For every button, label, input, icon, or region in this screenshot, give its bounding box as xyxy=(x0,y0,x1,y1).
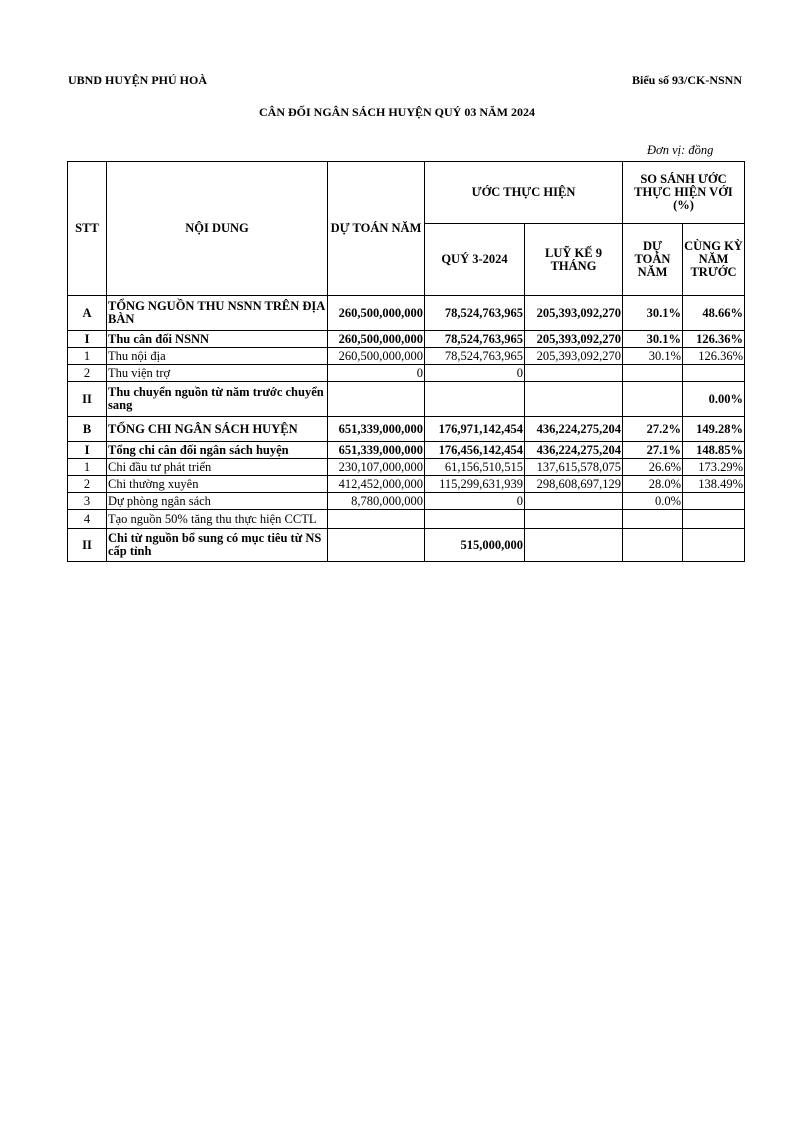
cell-content: Tạo nguồn 50% tăng thu thực hiện CCTL xyxy=(107,510,328,529)
cell-stt: B xyxy=(68,417,107,442)
cell-cumulative: 205,393,092,270 xyxy=(525,296,623,331)
cell-plan: 0 xyxy=(328,365,425,382)
header-plan: DỰ TOÁN NĂM xyxy=(328,162,425,296)
cell-cumulative: 436,224,275,204 xyxy=(525,442,623,459)
cell-plan: 230,107,000,000 xyxy=(328,459,425,476)
cell-stt: II xyxy=(68,382,107,417)
cell-vs-prev: 48.66% xyxy=(683,296,745,331)
cell-stt: A xyxy=(68,296,107,331)
cell-vs-plan: 27.1% xyxy=(623,442,683,459)
cell-vs-plan xyxy=(623,529,683,562)
cell-vs-plan: 26.6% xyxy=(623,459,683,476)
cell-vs-plan xyxy=(623,382,683,417)
cell-stt: 1 xyxy=(68,459,107,476)
page-title: CÂN ĐỐI NGÂN SÁCH HUYỆN QUÝ 03 NĂM 2024 xyxy=(259,105,535,119)
cell-stt: 4 xyxy=(68,510,107,529)
form-number: Biểu số 93/CK-NSNN xyxy=(631,73,742,87)
cell-plan xyxy=(328,529,425,562)
cell-quarter: 515,000,000 xyxy=(425,529,525,562)
cell-vs-plan: 30.1% xyxy=(623,296,683,331)
cell-plan: 260,500,000,000 xyxy=(328,331,425,348)
cell-quarter: 78,524,763,965 xyxy=(425,348,525,365)
table-row xyxy=(68,529,745,562)
cell-cumulative xyxy=(525,493,623,510)
cell-vs-prev: 138.49% xyxy=(683,476,745,493)
cell-cumulative: 205,393,092,270 xyxy=(525,348,623,365)
cell-vs-prev xyxy=(683,365,745,382)
header-vs-plan: DỰ TOÁN NĂM xyxy=(623,224,683,296)
cell-cumulative: 205,393,092,270 xyxy=(525,331,623,348)
cell-vs-plan: 30.1% xyxy=(623,331,683,348)
cell-plan xyxy=(328,510,425,529)
cell-cumulative xyxy=(525,382,623,417)
table-row xyxy=(68,331,745,348)
cell-plan: 8,780,000,000 xyxy=(328,493,425,510)
cell-cumulative xyxy=(525,365,623,382)
cell-stt: I xyxy=(68,442,107,459)
cell-vs-prev: 148.85% xyxy=(683,442,745,459)
table-row xyxy=(68,493,745,510)
cell-content: Thu nội địa xyxy=(107,348,328,365)
table-row xyxy=(68,296,745,331)
cell-plan: 651,339,000,000 xyxy=(328,417,425,442)
cell-quarter: 61,156,510,515 xyxy=(425,459,525,476)
cell-quarter xyxy=(425,382,525,417)
cell-plan: 412,452,000,000 xyxy=(328,476,425,493)
header-compare: SO SÁNH ƯỚC THỰC HIỆN VỚI (%) xyxy=(623,162,745,224)
header-content: NỘI DUNG xyxy=(107,162,328,296)
cell-content: Chi thường xuyên xyxy=(107,476,328,493)
cell-quarter: 115,299,631,939 xyxy=(425,476,525,493)
cell-stt: 2 xyxy=(68,476,107,493)
header-cumulative: LUỸ KẾ 9 THÁNG xyxy=(525,224,623,296)
cell-stt: 2 xyxy=(68,365,107,382)
cell-quarter: 0 xyxy=(425,365,525,382)
cell-plan: 651,339,000,000 xyxy=(328,442,425,459)
cell-vs-plan: 30.1% xyxy=(623,348,683,365)
table-row xyxy=(68,382,745,417)
cell-content: Chi từ nguồn bổ sung có mục tiêu từ NS cấp tỉnh xyxy=(107,529,328,562)
cell-vs-plan xyxy=(623,510,683,529)
cell-content: Chi đầu tư phát triển xyxy=(107,459,328,476)
cell-cumulative: 436,224,275,204 xyxy=(525,417,623,442)
cell-vs-prev: 126.36% xyxy=(683,348,745,365)
cell-cumulative: 298,608,697,129 xyxy=(525,476,623,493)
cell-stt: 3 xyxy=(68,493,107,510)
cell-vs-prev: 0.00% xyxy=(683,382,745,417)
cell-cumulative xyxy=(525,529,623,562)
table-row xyxy=(68,365,745,382)
table-row xyxy=(68,459,745,476)
header-stt: STT xyxy=(68,162,107,296)
cell-plan: 260,500,000,000 xyxy=(328,296,425,331)
cell-quarter: 176,456,142,454 xyxy=(425,442,525,459)
cell-quarter: 78,524,763,965 xyxy=(425,331,525,348)
header-estimate: ƯỚC THỰC HIỆN xyxy=(425,162,623,224)
org-name: UBND HUYỆN PHÚ HOÀ xyxy=(68,73,208,87)
cell-content: Thu viện trợ xyxy=(107,365,328,382)
cell-content: Tổng chi cân đối ngân sách huyện xyxy=(107,442,328,459)
cell-quarter xyxy=(425,510,525,529)
cell-plan xyxy=(328,382,425,417)
header-vs-prev: CÙNG KỲ NĂM TRƯỚC xyxy=(683,224,745,296)
cell-content: Thu cân đối NSNN xyxy=(107,331,328,348)
table-row xyxy=(68,417,745,442)
cell-vs-prev: 173.29% xyxy=(683,459,745,476)
table-row xyxy=(68,476,745,493)
cell-quarter: 78,524,763,965 xyxy=(425,296,525,331)
cell-stt: I xyxy=(68,331,107,348)
cell-vs-plan: 0.0% xyxy=(623,493,683,510)
cell-content: TỔNG CHI NGÂN SÁCH HUYỆN xyxy=(107,417,328,442)
table-row xyxy=(68,442,745,459)
cell-quarter: 0 xyxy=(425,493,525,510)
cell-vs-prev xyxy=(683,529,745,562)
cell-vs-plan: 27.2% xyxy=(623,417,683,442)
cell-vs-prev: 126.36% xyxy=(683,331,745,348)
cell-cumulative xyxy=(525,510,623,529)
budget-table xyxy=(67,161,745,562)
cell-content: Dự phòng ngân sách xyxy=(107,493,328,510)
table-row xyxy=(68,348,745,365)
cell-vs-plan: 28.0% xyxy=(623,476,683,493)
cell-vs-plan xyxy=(623,365,683,382)
header-quarter: QUÝ 3-2024 xyxy=(425,224,525,296)
cell-plan: 260,500,000,000 xyxy=(328,348,425,365)
cell-vs-prev xyxy=(683,510,745,529)
cell-stt: 1 xyxy=(68,348,107,365)
cell-stt: II xyxy=(68,529,107,562)
cell-vs-prev: 149.28% xyxy=(683,417,745,442)
cell-content: TỔNG NGUỒN THU NSNN TRÊN ĐỊA BÀN xyxy=(107,296,328,331)
unit-label: Đơn vị: đồng xyxy=(647,143,714,157)
cell-cumulative: 137,615,578,075 xyxy=(525,459,623,476)
table-row xyxy=(68,510,745,529)
cell-vs-prev xyxy=(683,493,745,510)
cell-quarter: 176,971,142,454 xyxy=(425,417,525,442)
cell-content: Thu chuyển nguồn từ năm trước chuyển sang xyxy=(107,382,328,417)
